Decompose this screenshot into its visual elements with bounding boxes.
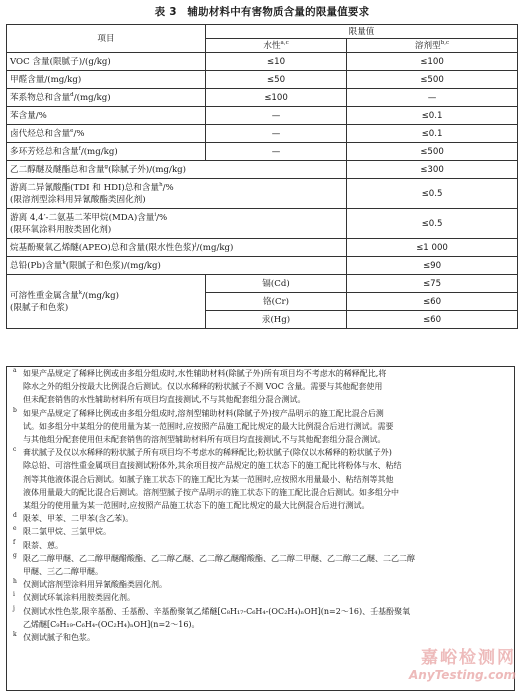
footnote-marker: c [13, 446, 17, 454]
table-row: 汞(Hg) ≤60 [7, 311, 518, 329]
footnote-j [7, 605, 514, 631]
footnote-line: 剂等其他液体混合后测试。如腻子施工状态下的施工配比为某一范围时,应按照水用量最小、粘结剂等其他 [23, 474, 394, 484]
limits-table [6, 24, 518, 329]
footnote-line: 仅测试水性色浆,限辛基酚、壬基酚、辛基酚聚氧乙烯醚[C₈H₁₇-C₆H₄-(OC₂H₄)ₙOH](n=2～16)、壬基酚聚氧 [23, 606, 411, 616]
table-row: 游离二异氰酸酯(TDI 和 HDI)总和含量$^h$/% (限溶剂型涂料用异氰酸酯类固化剂) ≤0.5 [7, 179, 518, 209]
footnote-line: 但未配套销售的水性辅助材料所有项目均直接测试,不与其他配套组分混合测试。 [23, 395, 306, 405]
footnote-line: 如果产品规定了稀释比例或由多组分组成时,水性辅助材料(除腻子外)所有项目均不考虑水的稀释配比,将 [23, 369, 387, 378]
table-row: 卤代烃总和含量$^e$/% — ≤0.1 [7, 125, 518, 143]
footnote-line: 除总铅、可溶性重金属项目直接测试粉体外,其余项目按产品规定的施工状态下的施工配比将粉体与水、粘结 [23, 461, 402, 471]
footnote-line: 仅测试溶剂型涂料用异氰酸酯类固化剂。 [23, 580, 167, 590]
footnote-marker: e [13, 525, 17, 533]
footnote-marker: k [13, 631, 17, 639]
footnote-c [7, 446, 514, 512]
footnote-f [7, 539, 514, 552]
table-row: 多环芳烃总和含量$^f$/(mg/kg) — ≤500 [7, 143, 518, 161]
watermark: 嘉峪检测网 AnyTesting.com [409, 648, 516, 682]
footnote-a [7, 367, 514, 407]
table-row: 甲醛含量/(mg/kg) ≤50 ≤500 [7, 71, 518, 89]
footnote-line: 某组分的使用量为某一范围时,应按照产品施工状态下的施工配比规定的最大比例混合后进行测试。 [23, 501, 370, 511]
table-row: 铬(Cr) ≤60 [7, 293, 518, 311]
header-solvent: 溶剂型$^{b,c}$ [347, 39, 518, 53]
footnote-g [7, 552, 514, 578]
footnote-d [7, 512, 514, 525]
footnote-line: 限苯、甲苯、二甲苯(含乙苯)。 [23, 514, 134, 524]
footnote-line: 膏状腻子及仅以水稀释的粉状腻子所有项目均不考虑水的稀释配比;粉状腻子(除仅以水稀释的粉状腻子外) [23, 448, 392, 458]
footnote-marker: f [13, 538, 16, 546]
footnote-marker: h [13, 578, 17, 586]
footnote-h [7, 578, 514, 591]
footnote-marker: d [13, 512, 17, 520]
footnote-e [7, 525, 514, 538]
table-row: 总铅(Pb)含量$^k$(限腻子和色浆)/(mg/kg) ≤90 [7, 257, 518, 275]
table-row: 乙二醇醚及醚酯总和含量$^g$(除腻子外)/(mg/kg) ≤300 [7, 161, 518, 179]
footnote-line: 限萘、蒽。 [23, 540, 63, 550]
heavy-metals-label: 可溶性重金属含量$^k$/(mg/kg) (限腻子和色浆) [7, 275, 206, 329]
footnote-marker: j [13, 604, 15, 612]
footnote-line: 如果产品规定了稀释比例或由多组分组成时,溶剂型辅助材料(除腻子外)按产品明示的施工配比混合后测 [23, 408, 384, 418]
footnote-line: 限乙二醇甲醚、乙二醇甲醚醋酸酯、乙二醇乙醚、乙二醇乙醚醋酸酯、乙二醇二甲醚、乙二醇二乙醚、二乙二醇 [23, 553, 415, 563]
footnote-i [7, 591, 514, 604]
header-limit: 限量值 [206, 25, 518, 39]
footnote-line: 仅测试腻子和色浆。 [23, 633, 95, 643]
header-water: 水性$^{a,c}$ [206, 39, 347, 53]
footnote-line: 限二氯甲烷、三氯甲烷。 [23, 527, 111, 537]
footnote-marker: a [13, 367, 17, 374]
table-title: 表 3 辅助材料中有害物质含量的限量值要求 [154, 6, 370, 18]
table-row: VOC 含量(限腻子)/(g/kg) ≤10 ≤100 [7, 53, 518, 71]
footnote-line: 乙烯醚[C₉H₁₉-C₆H₄-(OC₂H₄)ₙOH](n=2～16)。 [23, 619, 200, 629]
footnote-marker: i [13, 591, 15, 599]
table-row: 烷基酚聚氧乙烯醚(APEO)总和含量(限水性色浆)$^j$/(mg/kg) ≤1 000 [7, 239, 518, 257]
table-row: 苯系物总和含量$^d$/(mg/kg) ≤100 — [7, 89, 518, 107]
footnote-line: 液体用量最大的配比混合后测试。溶剂型腻子按产品明示的施工状态下的施工配比混合后测试。如多组分中 [23, 487, 399, 497]
table-row: 苯含量/% — ≤0.1 [7, 107, 518, 125]
footnote-b [7, 407, 514, 447]
footnote-line: 与其他组分配套使用但未配套销售的溶剂型辅助材料所有项目均直接测试,不与其他配套组分混合测试。 [23, 435, 386, 445]
footnote-line: 仅测试环氧涂料用胺类固化剂。 [23, 593, 135, 603]
table-row: 可溶性重金属含量$^k$/(mg/kg) (限腻子和色浆) 镉(Cd) ≤75 [7, 275, 518, 293]
footnote-marker: g [13, 551, 17, 559]
table-row: 游离 4,4′-二氨基二苯甲烷(MDA)含量$^i$/% (限环氧涂料用胺类固化剂) ≤0.5 [7, 209, 518, 239]
footnote-line: 甲醚、三乙二醇甲醚。 [23, 567, 103, 577]
footnote-marker: b [13, 406, 17, 414]
footnote-line: 除水之外的组分按最大比例混合后测试。仅以水稀释的粉状腻子不测 VOC 含量。需要与其他配套使用 [23, 382, 383, 392]
header-item: 项目 [7, 25, 206, 53]
footnote-line: 试。如多组分中某组分的使用量为某一范围时,应按照产品施工配比规定的最大比例混合后进行测试。需要 [23, 421, 394, 431]
